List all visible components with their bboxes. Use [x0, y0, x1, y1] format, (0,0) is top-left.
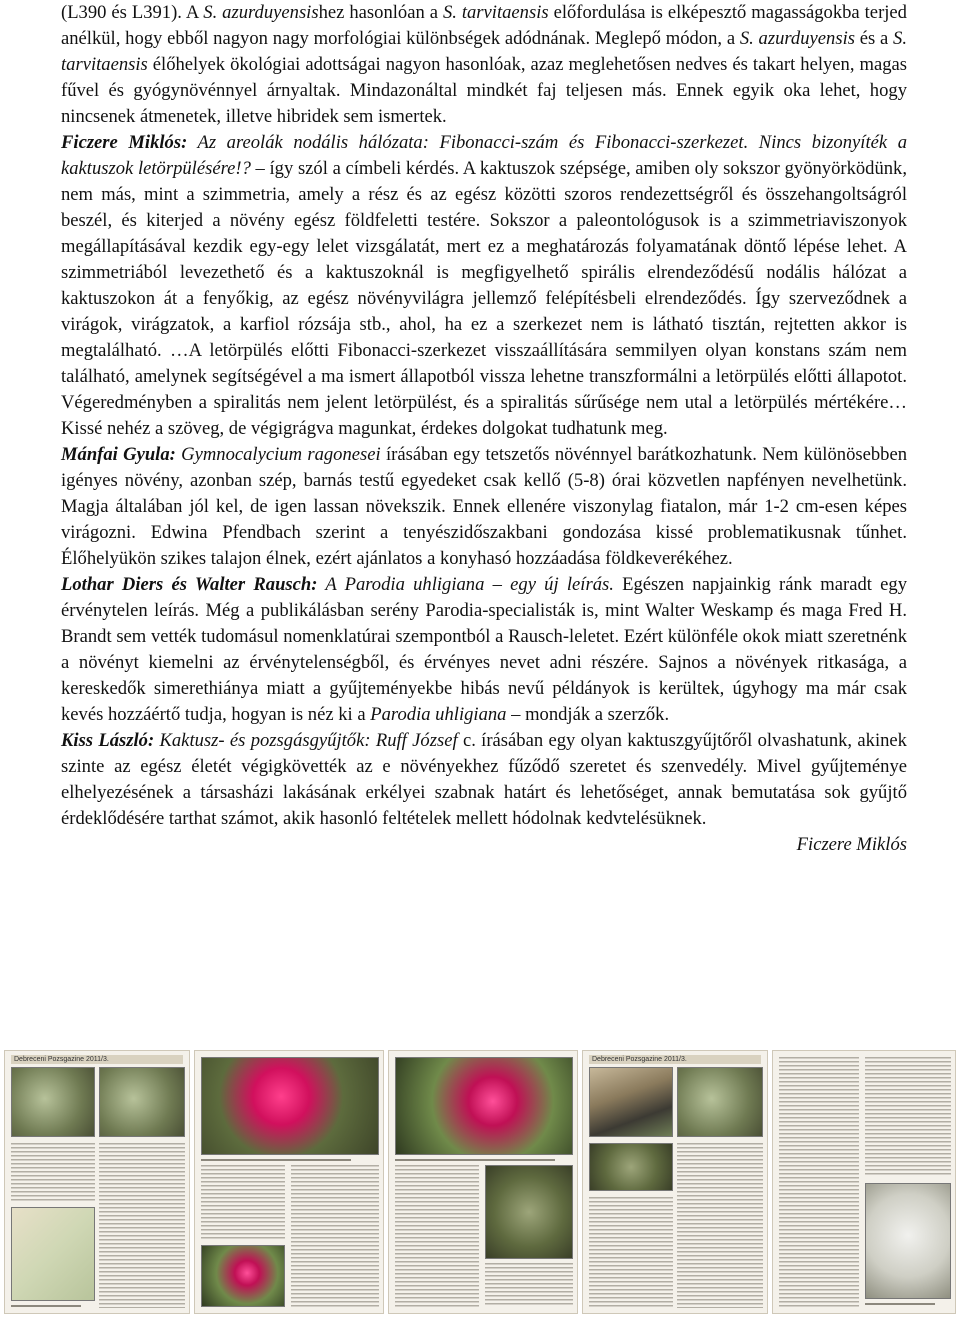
text-run: (L390 és L391). A — [61, 2, 204, 23]
article-title: A Parodia uhligiana – egy új leírás. — [317, 574, 614, 595]
cactus-photo — [485, 1165, 573, 1259]
thumbnail-header: Debreceni Pozsgazine 2011/3. — [589, 1055, 761, 1064]
text-run: élőhelyek ökológiai adottságai nagyon hasonlóak, azaz meglehetősen nedves és takart helyen, magas fűvel és gyógynövénnyel árnyaltak. Mindazonáltal mindkét faj teljesen más. Ennek egyik oka lehet, hogy nincsenek átmenetek, illetve hibridek sem ismertek. — [61, 54, 907, 127]
page-thumbnails — [0, 1050, 960, 1318]
text-lines — [677, 1143, 763, 1308]
flower-photo — [395, 1057, 573, 1155]
species-name: S. tarvitaensis — [61, 28, 907, 75]
species-name: S. azurduyensis — [739, 28, 855, 49]
article-title: Az areolák nodális hálózata: Fibonacci-szám és Fibonacci-szerkezet. Nincs bizonyíték a kaktuszok letörpülésére!? — [61, 132, 907, 179]
habitat-photo — [99, 1067, 185, 1137]
article-title: Gymnocalycium ragonesei — [175, 444, 381, 465]
flower-photo — [201, 1245, 285, 1307]
article-title: Kaktusz- és pozsgásgyűjtők: Ruff József — [154, 730, 458, 751]
page-thumbnail — [388, 1050, 578, 1314]
text-run: előfordulása is elképesztő magasságokba terjed anélkül, hogy ebből nagyon nagy morfológiai különbségek adódnának. Meglepő módon, a — [61, 2, 907, 49]
text-run: hez hasonlóan a — [318, 2, 443, 23]
text-run: írásában egy tetszetős növénnyel barátkozhatunk. Nem különösebben igényes növény, azonban szép, barnás testű egyedeket csak kellő (5-8) órai közvetlen napfényen nevelhetünk. Magja általában jól kel, de igen lassan növekszik. Ennek ellenére viszonylag fiatalon, már 1-2 cm-esen képes virágozni. Edwina Pfendbach szerint a tenyészidőszakbani gondozása kissé problematikusnak tűnhet. Élőhelyükön szikes talajon élnek, ezért ajánlatos a konyhasó hozzáadása földkeverékéhez. — [61, 444, 907, 569]
text-lines — [485, 1263, 573, 1307]
page-thumbnail — [772, 1050, 956, 1314]
species-name: S. azurduyensis — [203, 2, 319, 23]
caption — [865, 1303, 935, 1305]
species-name: S. tarvitaensis — [442, 2, 549, 23]
text-lines — [11, 1143, 95, 1203]
article-author: Lothar Diers és Walter Rausch: — [61, 574, 318, 595]
caption — [395, 1159, 555, 1161]
signature: Ficzere Miklós — [796, 834, 907, 855]
cactus-photo — [589, 1143, 673, 1191]
article-author: Mánfai Gyula: — [61, 444, 176, 465]
paragraph-4 — [61, 572, 907, 728]
text-run: és a — [854, 28, 894, 49]
page-thumbnail — [194, 1050, 384, 1314]
text-lines — [201, 1165, 285, 1241]
text-lines — [589, 1197, 673, 1307]
caption — [11, 1305, 81, 1307]
paragraph-3 — [61, 442, 907, 572]
text-lines — [865, 1057, 951, 1177]
text-lines — [291, 1165, 379, 1307]
text-run: – mondják a szerzők. — [506, 704, 670, 725]
text-run: c. írásában egy olyan kaktuszgyűjtőről olvashatunk, akinek szinte az egész életét végigkövették az e növényekhez fűződő szeretet és szenvedély. Mivel gyűjteménye elhelyezésének a társasházi lakásának erkélyei szabnak határt és lehetőséget, annak bemutatása sok gyűjtő érdeklődésére tarthat számot, akik hasonló feltételek mellett hódolnak kedvtelésüknek. — [61, 730, 907, 829]
habitat-photo — [11, 1067, 95, 1137]
paragraph-2 — [61, 130, 907, 442]
page-thumbnail — [582, 1050, 768, 1314]
article-text — [61, 0, 907, 858]
species-name: Parodia uhligiana — [370, 704, 507, 725]
collector-photo — [589, 1067, 673, 1137]
map-image — [11, 1207, 95, 1301]
text-lines — [99, 1143, 185, 1308]
paragraph-1 — [61, 0, 907, 130]
flower-photo — [201, 1057, 379, 1155]
collection-photo — [677, 1067, 763, 1137]
cactus-photo — [865, 1183, 951, 1299]
text-run: Egészen napjainkig ránk maradt egy érvénytelen leírás. Még a publikálásban serény Parodia-specialisták is, mint Walter Weskamp és maga Fred H. Brandt sem vették tudomásul nomenklatúrai szempontból a Rausch-leletet. Ezért különféle okok miatt szeretnénk a növényt kiemelni az érvénytelenségből, és érvényes nevet adni részére. Sajnos a növények ritkasága, a kereskedők simerethiánya miatt a gyűjteményekbe hibás nevű példányok is kerültek, úgyhogy ma már csak kevés hozzáértő tudja, hogyan is néz ki a — [61, 574, 908, 725]
thumbnail-header: Debreceni Pozsgazine 2011/3. — [11, 1055, 183, 1064]
article-author: Ficzere Miklós: — [61, 132, 188, 153]
text-lines — [395, 1165, 479, 1307]
paragraph-5 — [61, 728, 907, 832]
text-run: – így szól a címbeli kérdés. A kaktuszok szépsége, amiben oly sokszor gyönyörködünk, nem más, mint a szimmetria, amely a rész és az egész közötti szoros rendezettségről és összehangoltságról beszél, és kiterjed a növény egész földfeletti testére. Sokszor a paleontológusok is a szimmetriaviszonyok megállapításával kezdik egy-egy lelet vizsgálatát, mert ez a meghatározás folyamatának döntő lépése lehet. A szimmetriából levezethető és a kaktuszoknál is megfigyelhető spirális elrendeződésű nodális hálózat a kaktuszokon át a fenyőkig, az egész növényvilágra jellemző felépítésbeli elrendeződés. Így szerveződnek a virágok, virágzatok, a karfiol rózsája stb., ahol, ha ez a szerkezet nem is látható tisztán, rejtetten akkor is megtalálható. …A letörpülés előtti Fibonacci-szerkezet visszaállítására semmilyen olyan konstans szám nem található, amelynek segítségével a ma ismert állapotból vissza lehetne transzformálni a letörpülés előtti állapotot. Végeredményben a spiralitás nem jelent letörpülést, és a spiralitás sűrűsége nem utal a letörpülés mértékére… Kissé nehéz a szöveg, de végigrágva magunkat, érdekes dolgokat tudhatunk meg. — [61, 158, 907, 439]
caption — [201, 1159, 351, 1161]
page-thumbnail — [4, 1050, 190, 1314]
text-lines — [779, 1057, 859, 1307]
article-author: Kiss László: — [61, 730, 155, 751]
